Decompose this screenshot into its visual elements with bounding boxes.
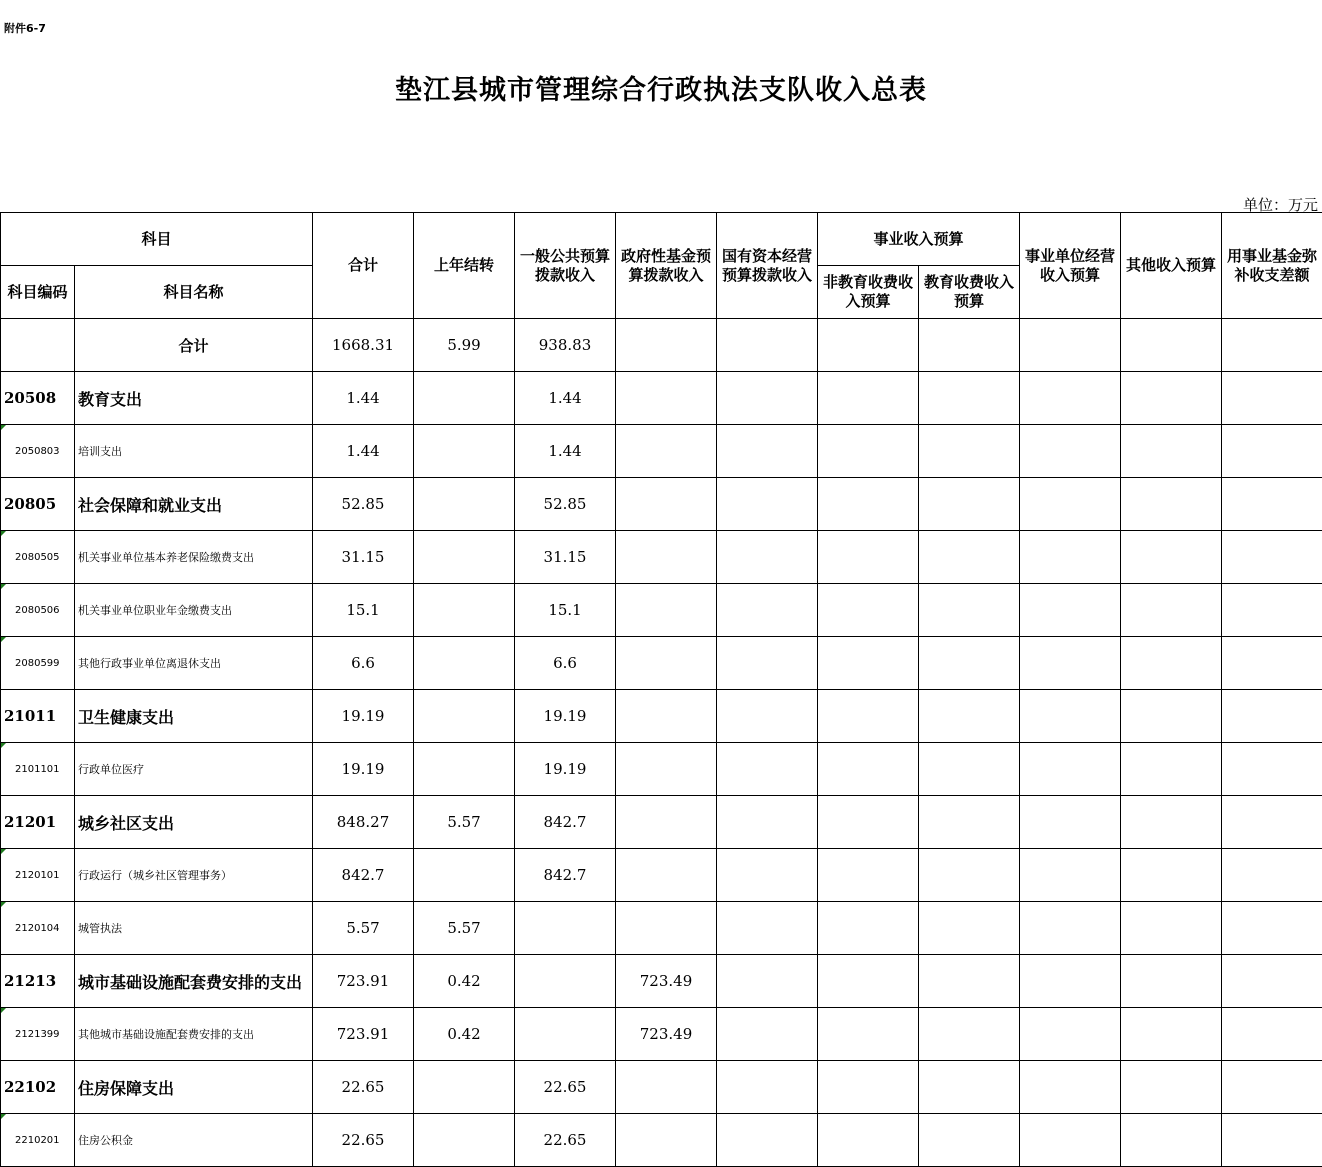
cell-state-capital: [717, 955, 818, 1008]
header-general-budget: 一般公共预算拨款收入: [515, 213, 616, 319]
cell-carryover: [414, 743, 515, 796]
cell-state-capital: [717, 637, 818, 690]
cell-state-capital: [717, 690, 818, 743]
cell-name: 城乡社区支出: [75, 796, 313, 849]
table-row: [1, 584, 1322, 637]
cell-total: 1.44: [313, 372, 414, 425]
cell-name: 机关事业单位基本养老保险缴费支出: [75, 531, 313, 584]
cell-code: 2120104: [1, 902, 75, 955]
cell-total: 22.65: [313, 1061, 414, 1114]
cell-fund-offset: [1222, 531, 1322, 584]
cell-non-edu-fee: [818, 478, 919, 531]
cell-fund-offset: [1222, 584, 1322, 637]
header-fund-offset: 用事业基金弥补收支差额: [1222, 213, 1322, 319]
cell-general: 19.19: [515, 690, 616, 743]
cell-code: 2121399: [1, 1008, 75, 1061]
cell-other-income: [1121, 849, 1222, 902]
cell-state-capital: [717, 902, 818, 955]
cell-edu-fee: [919, 849, 1020, 902]
cell-total: 15.1: [313, 584, 414, 637]
cell-code: 20805: [1, 478, 75, 531]
cell-state-capital: [717, 1061, 818, 1114]
cell-code: 20508: [1, 372, 75, 425]
cell-total: 842.7: [313, 849, 414, 902]
cell-name: 其他行政事业单位离退休支出: [75, 637, 313, 690]
cell-gov-fund: [616, 425, 717, 478]
cell-gov-fund: [616, 584, 717, 637]
header-other-income: 其他收入预算: [1121, 213, 1222, 319]
cell-fund-offset: [1222, 478, 1322, 531]
cell-other-income: [1121, 372, 1222, 425]
cell-other-income: [1121, 796, 1222, 849]
cell-total: 1.44: [313, 425, 414, 478]
cell-other-income: [1121, 637, 1222, 690]
cell-fund-offset: [1222, 319, 1322, 372]
cell-gov-fund: [616, 478, 717, 531]
cell-name: 住房公积金: [75, 1114, 313, 1167]
cell-code: 2101101: [1, 743, 75, 796]
cell-gov-fund: [616, 1061, 717, 1114]
unit-label: 单位：万元: [1242, 196, 1318, 214]
table-row: [1, 743, 1322, 796]
cell-operating-income: [1020, 690, 1121, 743]
cell-name: 教育支出: [75, 372, 313, 425]
cell-code: 2120101: [1, 849, 75, 902]
cell-code: 2050803: [1, 425, 75, 478]
cell-state-capital: [717, 372, 818, 425]
cell-edu-fee: [919, 372, 1020, 425]
cell-fund-offset: [1222, 425, 1322, 478]
cell-code: 2080599: [1, 637, 75, 690]
cell-edu-fee: [919, 1061, 1020, 1114]
cell-other-income: [1121, 425, 1222, 478]
cell-edu-fee: [919, 478, 1020, 531]
cell-non-edu-fee: [818, 1008, 919, 1061]
cell-state-capital: [717, 849, 818, 902]
cell-fund-offset: [1222, 1061, 1322, 1114]
cell-name: 其他城市基础设施配套费安排的支出: [75, 1008, 313, 1061]
cell-fund-offset: [1222, 372, 1322, 425]
cell-total: 19.19: [313, 690, 414, 743]
cell-operating-income: [1020, 637, 1121, 690]
cell-total: 723.91: [313, 955, 414, 1008]
cell-name: 城市基础设施配套费安排的支出: [75, 955, 313, 1008]
table-row: [1, 902, 1322, 955]
cell-edu-fee: [919, 690, 1020, 743]
table-row: [1, 690, 1322, 743]
header-subject: 科目: [1, 213, 313, 266]
table-row: [1, 796, 1322, 849]
cell-fund-offset: [1222, 1114, 1322, 1167]
cell-edu-fee: [919, 319, 1020, 372]
cell-carryover: 0.42: [414, 1008, 515, 1061]
cell-fund-offset: [1222, 690, 1322, 743]
cell-carryover: 5.57: [414, 796, 515, 849]
total-row: [1, 319, 1322, 372]
table-row: [1, 1008, 1322, 1061]
cell-name: 住房保障支出: [75, 1061, 313, 1114]
cell-non-edu-fee: [818, 849, 919, 902]
cell-carryover: 5.57: [414, 902, 515, 955]
page-title: 垫江县城市管理综合行政执法支队收入总表: [395, 75, 927, 106]
cell-other-income: [1121, 743, 1222, 796]
cell-total: 5.57: [313, 902, 414, 955]
cell-general: 22.65: [515, 1061, 616, 1114]
cell-edu-fee: [919, 531, 1020, 584]
cell-gov-fund: [616, 319, 717, 372]
income-table: [0, 212, 1322, 1167]
attachment-label: 附件6-7: [4, 22, 46, 35]
cell-gov-fund: [616, 690, 717, 743]
cell-gov-fund: [616, 902, 717, 955]
cell-total: 848.27: [313, 796, 414, 849]
cell-edu-fee: [919, 637, 1020, 690]
cell-state-capital: [717, 796, 818, 849]
cell-general: 22.65: [515, 1114, 616, 1167]
cell-edu-fee: [919, 425, 1020, 478]
cell-non-edu-fee: [818, 319, 919, 372]
cell-general: 842.7: [515, 796, 616, 849]
cell-edu-fee: [919, 743, 1020, 796]
cell-name: 社会保障和就业支出: [75, 478, 313, 531]
cell-code: 21011: [1, 690, 75, 743]
cell-fund-offset: [1222, 743, 1322, 796]
cell-other-income: [1121, 1114, 1222, 1167]
cell-total: 31.15: [313, 531, 414, 584]
cell-carryover: [414, 690, 515, 743]
cell-state-capital: [717, 531, 818, 584]
cell-general: [515, 955, 616, 1008]
cell-general: 15.1: [515, 584, 616, 637]
table-row: [1, 1114, 1322, 1167]
header-subject-code: 科目编码: [1, 266, 75, 319]
cell-edu-fee: [919, 955, 1020, 1008]
cell-fund-offset: [1222, 796, 1322, 849]
cell-other-income: [1121, 690, 1222, 743]
cell-gov-fund: [616, 796, 717, 849]
cell-gov-fund: [616, 849, 717, 902]
cell-general: [515, 902, 616, 955]
cell-general: 1.44: [515, 425, 616, 478]
cell-operating-income: [1020, 425, 1121, 478]
cell-operating-income: [1020, 849, 1121, 902]
cell-code: 22102: [1, 1061, 75, 1114]
cell-operating-income: [1020, 955, 1121, 1008]
cell-other-income: [1121, 902, 1222, 955]
cell-state-capital: [717, 425, 818, 478]
header-edu-fee: 教育收费收入预算: [919, 266, 1020, 319]
cell-code: [1, 319, 75, 372]
cell-non-edu-fee: [818, 955, 919, 1008]
cell-carryover: [414, 425, 515, 478]
cell-operating-income: [1020, 902, 1121, 955]
cell-other-income: [1121, 531, 1222, 584]
cell-general: 938.83: [515, 319, 616, 372]
cell-non-edu-fee: [818, 372, 919, 425]
cell-gov-fund: [616, 1114, 717, 1167]
cell-operating-income: [1020, 531, 1121, 584]
cell-other-income: [1121, 1061, 1222, 1114]
cell-state-capital: [717, 1114, 818, 1167]
header-total: 合计: [313, 213, 414, 319]
cell-state-capital: [717, 584, 818, 637]
cell-state-capital: [717, 743, 818, 796]
cell-gov-fund: 723.49: [616, 955, 717, 1008]
cell-non-edu-fee: [818, 1061, 919, 1114]
cell-state-capital: [717, 1008, 818, 1061]
cell-name: 合计: [75, 319, 313, 372]
cell-carryover: [414, 531, 515, 584]
table-row: [1, 637, 1322, 690]
cell-carryover: 0.42: [414, 955, 515, 1008]
cell-total: 723.91: [313, 1008, 414, 1061]
cell-non-edu-fee: [818, 584, 919, 637]
cell-fund-offset: [1222, 955, 1322, 1008]
cell-non-edu-fee: [818, 425, 919, 478]
cell-other-income: [1121, 955, 1222, 1008]
cell-operating-income: [1020, 478, 1121, 531]
cell-carryover: [414, 849, 515, 902]
cell-gov-fund: 723.49: [616, 1008, 717, 1061]
cell-non-edu-fee: [818, 1114, 919, 1167]
cell-edu-fee: [919, 1114, 1020, 1167]
header-gov-fund: 政府性基金预算拨款收入: [616, 213, 717, 319]
table-row: [1, 425, 1322, 478]
cell-non-edu-fee: [818, 531, 919, 584]
cell-code: 21213: [1, 955, 75, 1008]
cell-name: 机关事业单位职业年金缴费支出: [75, 584, 313, 637]
cell-general: 19.19: [515, 743, 616, 796]
cell-general: [515, 1008, 616, 1061]
cell-gov-fund: [616, 743, 717, 796]
cell-total: 22.65: [313, 1114, 414, 1167]
cell-non-edu-fee: [818, 796, 919, 849]
cell-edu-fee: [919, 902, 1020, 955]
cell-general: 52.85: [515, 478, 616, 531]
cell-total: 52.85: [313, 478, 414, 531]
table-row: [1, 372, 1322, 425]
cell-code: 2210201: [1, 1114, 75, 1167]
cell-fund-offset: [1222, 1008, 1322, 1061]
cell-non-edu-fee: [818, 743, 919, 796]
cell-general: 6.6: [515, 637, 616, 690]
table-row: [1, 478, 1322, 531]
cell-name: 行政单位医疗: [75, 743, 313, 796]
cell-edu-fee: [919, 796, 1020, 849]
cell-gov-fund: [616, 531, 717, 584]
table-row: [1, 531, 1322, 584]
table-row: [1, 849, 1322, 902]
cell-code: 21201: [1, 796, 75, 849]
header-non-edu-fee: 非教育收费收入预算: [818, 266, 919, 319]
cell-edu-fee: [919, 1008, 1020, 1061]
cell-name: 卫生健康支出: [75, 690, 313, 743]
cell-operating-income: [1020, 1008, 1121, 1061]
cell-code: 2080505: [1, 531, 75, 584]
cell-non-edu-fee: [818, 690, 919, 743]
cell-state-capital: [717, 319, 818, 372]
cell-carryover: [414, 584, 515, 637]
table-row: [1, 1061, 1322, 1114]
cell-total: 6.6: [313, 637, 414, 690]
cell-carryover: [414, 372, 515, 425]
cell-carryover: 5.99: [414, 319, 515, 372]
header-subject-name: 科目名称: [75, 266, 313, 319]
header-state-capital: 国有资本经营预算拨款收入: [717, 213, 818, 319]
cell-operating-income: [1020, 796, 1121, 849]
cell-gov-fund: [616, 372, 717, 425]
cell-general: 1.44: [515, 372, 616, 425]
cell-name: 城管执法: [75, 902, 313, 955]
cell-general: 31.15: [515, 531, 616, 584]
cell-carryover: [414, 1114, 515, 1167]
cell-fund-offset: [1222, 637, 1322, 690]
cell-operating-income: [1020, 584, 1121, 637]
cell-name: 培训支出: [75, 425, 313, 478]
header-carryover: 上年结转: [414, 213, 515, 319]
cell-operating-income: [1020, 743, 1121, 796]
cell-total: 19.19: [313, 743, 414, 796]
cell-general: 842.7: [515, 849, 616, 902]
cell-code: 2080506: [1, 584, 75, 637]
header-operating-income: 事业单位经营收入预算: [1020, 213, 1121, 319]
cell-name: 行政运行（城乡社区管理事务）: [75, 849, 313, 902]
cell-edu-fee: [919, 584, 1020, 637]
cell-other-income: [1121, 319, 1222, 372]
cell-total: 1668.31: [313, 319, 414, 372]
cell-operating-income: [1020, 372, 1121, 425]
header-institution-income: 事业收入预算: [818, 213, 1020, 266]
cell-other-income: [1121, 1008, 1222, 1061]
cell-operating-income: [1020, 1114, 1121, 1167]
cell-carryover: [414, 478, 515, 531]
cell-state-capital: [717, 478, 818, 531]
cell-fund-offset: [1222, 849, 1322, 902]
cell-fund-offset: [1222, 902, 1322, 955]
cell-operating-income: [1020, 1061, 1121, 1114]
cell-operating-income: [1020, 319, 1121, 372]
cell-gov-fund: [616, 637, 717, 690]
cell-other-income: [1121, 478, 1222, 531]
cell-other-income: [1121, 584, 1222, 637]
table-row: [1, 955, 1322, 1008]
cell-non-edu-fee: [818, 902, 919, 955]
cell-carryover: [414, 1061, 515, 1114]
cell-non-edu-fee: [818, 637, 919, 690]
cell-carryover: [414, 637, 515, 690]
